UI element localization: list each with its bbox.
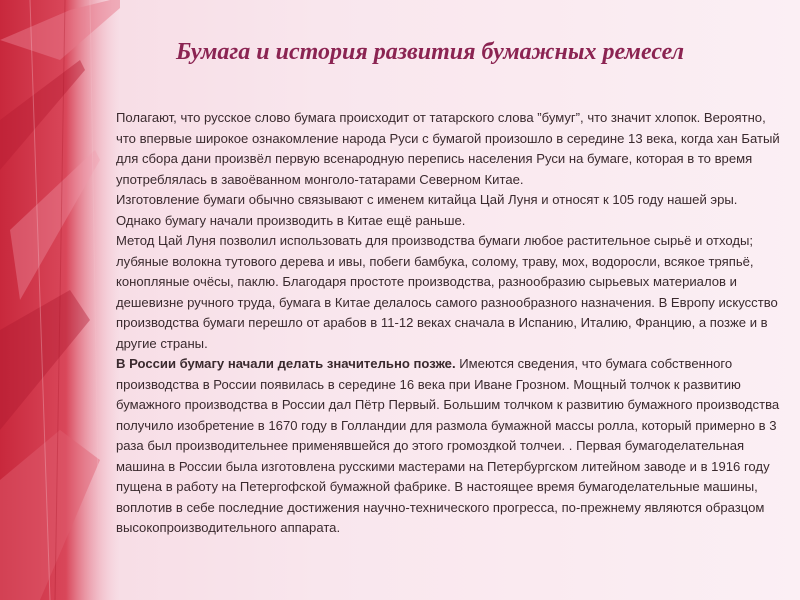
paragraph-origin: Полагают, что русское слово бумага происходит от татарского слова ”бумуг”, что значит хлопок. Вероятно, что впервые широкое ознакомление народа Руси с бумагой произошло в середине 13 века, когда хан Батый для сбора дани произвёл первую всенародную перепись населения Руси на бумаге, которая в то время употреблялась в завоёванном монголо-татарами Северном Китае. xyxy=(116,110,780,187)
red-paper-decoration xyxy=(0,0,120,600)
paragraph-method: Метод Цай Луня позволил использовать для производства бумаги любое растительное сырьё и отходы; лубяные волокна тутового дерева и ивы, побеги бамбука, солому, траву, мох, водоросли, всякое тряпьё, конопляные очёсы, паклю. Благодаря простоте производства, разнообразию сырьевых материалов и дешевизне ручного труда, бумага в Китае делалось самого разнообразного назначения. В Европу искусство производства бумаги перешло от арабов в 11-12 веках сначала в Испанию, Италию, Францию, а позже и в другие страны. xyxy=(116,233,778,351)
paragraph-cai-lun: Изготовление бумаги обычно связывают с именем китайца Цай Луня и относят к 105 году нашей эры. Однако бумагу начали производить в Китае ещё раньше. xyxy=(116,192,738,228)
paragraph-russia-body: Имеются сведения, что бумага собственного производства в России появилась в середине 16 века при Иване Грозном. Мощный толчок к развитию бумажного производства в России дал Пётр Первый. Большим толчком к развитию бумажного производства получило изобретение в 1670 году в Голландии для размола бумажной массы ролла, который примерно в 3 раза был производительнее применявшейся до этого громоздкой толчеи. . Первая бумагоделательная машина в России была изготовлена русскими мастерами на Петербургском литейном заводе и в 1916 году пущена в работу на Петергофской бумажной фабрике. В настоящее время бумагоделательные машины, воплотив в себе последние достижения научно-технического прогресса, по-прежнему являются образцом высокопроизводительного аппарата. xyxy=(116,356,780,535)
article-text xyxy=(116,108,786,539)
page-title: Бумага и история развития бумажных ремесел xyxy=(175,39,685,65)
paragraph-russia-lead: В России бумагу начали делать значительно позже. xyxy=(116,356,456,371)
paragraph-russia xyxy=(116,354,786,539)
